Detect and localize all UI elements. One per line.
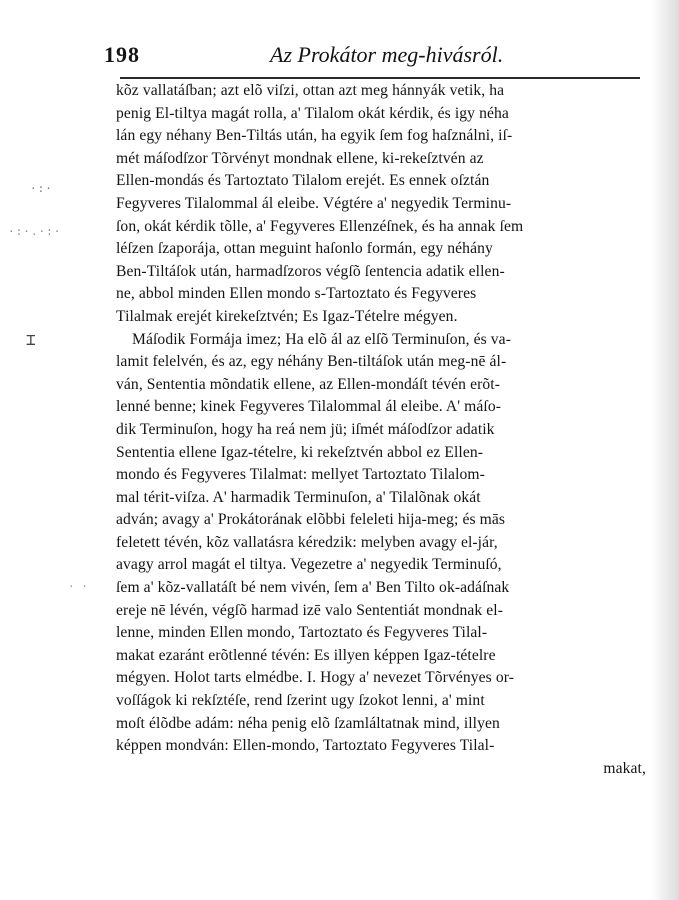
text-line: lenne, minden Ellen mondo, Tartoztato és Fegyveres Tilal-: [116, 624, 488, 642]
text-line: kõz vallatáſban; azt elõ viſzi, ottan azt meg hánnyák vetik, ha: [116, 82, 505, 99]
page-number: 198: [104, 42, 140, 67]
text-line: lenné benne; kinek Fegyveres Tilalommal ál eleibe. A' máſo-: [116, 398, 502, 416]
text-line: moſt élõdbe adám: néha penig elõ ſzamláltatnak mind, illyen: [116, 714, 500, 732]
page-edge-shadow: [651, 0, 679, 900]
text-line: Fegyveres Tilalommal ál eleibe. Végtére a' negyedik Terminu-: [116, 194, 512, 212]
text-line: ſem a' kõz-vallatáſt bé nem vivén, ſem a' Ben Tilto ok-adáſnak: [116, 579, 510, 597]
margin-mark: ·:·.·:·: [8, 225, 62, 238]
text-line: mondo és Fegyveres Tilalmat: mellyet Tartoztato Tilalom-: [116, 466, 485, 484]
text-line: adván; avagy a' Prokátorának elõbbi feleleti hija-meg; és mās: [116, 511, 506, 529]
text-line: feletett tévén, kõz vallatásra kéredzik: melyben avagy el-jár,: [116, 533, 498, 551]
text-line: ſon, okát kérdik tõlle, a' Fegyveres Ellenzéſnek, és ha annak ſem: [116, 217, 524, 235]
text-line: léſzen ſzaporája, ottan meguint haſonlo formán, egy néhány: [116, 240, 493, 258]
text-line: dik Terminuſon, hogy ha reá nem jü; iſmét máſodſzor adatik: [116, 420, 495, 438]
catchword: makat,: [603, 759, 646, 777]
text-line: mégyen. Holot tarts elmédbe. I. Hogy a' nevezet Tõrvényes or-: [116, 669, 515, 687]
text-line: mét máſodſzor Tõrvényt mondnak ellene, ki-rekeſztvén az: [116, 149, 484, 167]
paragraph-start-line: Máſodik Formája imez; Ha elõ ál az elſõ Terminuſon, és va-: [132, 330, 511, 348]
text-line: Tilalmak erejét kirekeſztvén; Es Igaz-Tételre mégyen.: [116, 307, 458, 325]
header-rule: [120, 77, 640, 79]
text-line: makat ezaránt erõtlenné tévén: Es illyen képpen Igaz-tételre: [116, 646, 496, 664]
text-line: lán egy néhany Ben-Tiltás után, ha egyik ſem fog haſználni, iſ-: [116, 127, 513, 145]
text-line: voſſágok ki rekſztéſe, rend ſzerint ugy ſzokot lenni, a' mint: [116, 692, 485, 710]
text-line: avagy arrol magát el tiltya. Vegezetre a' negyedik Terminuſó,: [116, 556, 502, 574]
text-line: ereje nē lévén, végſõ harmad izē valo Sententiát mondnak el-: [116, 601, 504, 619]
margin-mark: ·:·: [30, 182, 53, 195]
margin-mark: ⌶: [26, 330, 36, 349]
margin-mark: · ·: [68, 580, 88, 593]
text-line: képpen mondván: Ellen-mondo, Tartoztato Fegyveres Tilal-: [116, 737, 495, 755]
text-line: ne, abbol minden Ellen mondo s-Tartoztato és Fegyveres: [116, 285, 477, 303]
text-line: lamit felelvén, és az, egy néhány Ben-tiltáſok után meg-nē ál-: [116, 353, 507, 371]
text-line: penig El-tiltya magát rolla, a' Tilalom okát kérdik, és igy néha: [116, 104, 509, 122]
text-line: mal térit-viſza. A' harmadik Terminuſon, a' Tilalõnak okát: [116, 488, 481, 506]
text-line: Sententia ellene Igaz-tételre, ki rekeſztvén abbol ez Ellen-: [116, 443, 484, 461]
text-line: ván, Sententia mõndatik ellene, az Ellen-mondáſt tévén erõt-: [116, 375, 501, 393]
body-text: [116, 80, 646, 780]
text-line: Ellen-mondás és Tartoztato Tilalom erejét. Es ennek oſztán: [116, 172, 490, 190]
text-line: Ben-Tiltáſok után, harmadſzoros végſõ ſentencia adatik ellen-: [116, 262, 505, 280]
running-title: Az Prokátor meg-hivásról.: [270, 42, 504, 67]
page-header: [104, 40, 664, 76]
